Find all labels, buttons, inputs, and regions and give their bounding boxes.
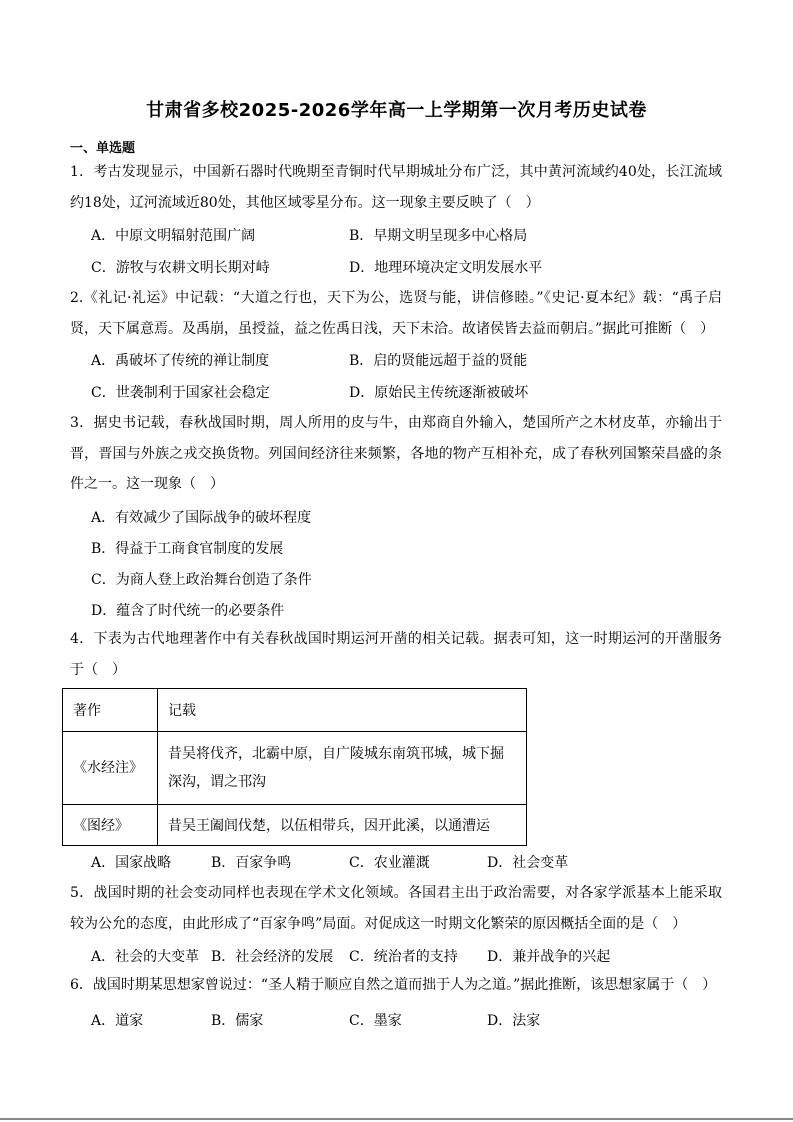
question-4-stem: 4．下表为古代地理著作中有关春秋战国时期运河开凿的相关记载。据表可知，这一时期运河的开凿服务于（ ） (70, 631, 722, 678)
table-row (63, 732, 527, 805)
question-5-stem: 5．战国时期的社会变动同样也表现在学术文化领域。各国君主出于政治需要，对各家学派基本上能采取较为公允的态度，由此形成了“百家争鸣”局面。对促成这一时期文化繁荣的原因概括全面的是（ ） (70, 885, 722, 932)
table-header-cell: 记载 (158, 689, 527, 732)
page-bottom-divider (0, 1118, 793, 1120)
question-2-stem: 2.《礼记·礼运》中记载：“大道之行也，天下为公，选贤与能，讲信修睦。”《史记·夏本纪》载：“禹子启贤，天下属意焉。及禹崩，虽授益，益之佐禹日浅，天下未洽。故诸侯皆去益而朝启。”据此可推断（ ） (70, 290, 722, 337)
question-2-option-b: B．启的贤能远超于益的贤能 (349, 353, 528, 369)
question-4-option-b: B．百家争鸣 (211, 855, 292, 871)
table-cell: 《水经注》 (63, 732, 158, 805)
records-table (62, 688, 527, 846)
question-3-stem: 3．据史书记载，春秋战国时期，周人所用的皮与牛，由郑商自外输入，楚国所产之木材皮革，亦输出于晋，晋国与外族之戎交换货物。列国间经济往来频繁，各地的物产互相补充，成了春秋列国繁荣昌盛的条件之一。这一现象（ ） (70, 415, 722, 492)
question-4-option-c: C．农业灌溉 (349, 855, 430, 871)
table-header-cell: 著作 (63, 689, 158, 732)
question-5-option-c: C．统治者的支持 (349, 949, 458, 965)
page-title: 甘肃省多校2025-2026学年高一上学期第一次月考历史试卷 (146, 100, 647, 121)
table-row (63, 805, 527, 846)
question-4-option-d: D．社会变革 (487, 855, 569, 871)
question-2-option-c: C．世袭制利于国家社会稳定 (91, 385, 270, 401)
question-6-option-d: D．法家 (487, 1013, 541, 1029)
question-3-option-b: B．得益于工商食官制度的发展 (91, 541, 284, 557)
question-1-option-b: B．早期文明呈现多中心格局 (349, 228, 528, 244)
section-heading: 一、单选题 (70, 141, 136, 156)
table-cell: 昔吴王阖闾伐楚，以伍相带兵，因开此溪，以通漕运 (158, 805, 527, 846)
question-1-option-a: A．中原文明辐射范围广阔 (91, 228, 256, 244)
question-6-option-b: B．儒家 (211, 1013, 264, 1029)
question-2-option-a: A．禹破坏了传统的禅让制度 (91, 353, 270, 369)
question-3-option-d: D．蕴含了时代统一的必要条件 (91, 603, 285, 619)
question-5-option-b: B．社会经济的发展 (211, 949, 334, 965)
question-3-option-a: A．有效减少了国际战争的破坏程度 (91, 510, 312, 526)
question-1-option-c: C．游牧与农耕文明长期对峙 (91, 260, 270, 276)
table-cell: 《图经》 (63, 805, 158, 846)
question-2-option-d: D．原始民主传统逐渐被破坏 (349, 385, 529, 401)
question-6-stem: 6．战国时期某思想家曾说过：“圣人精于顺应自然之道而拙于人为之道。”据此推断，该思想家属于（ ） (70, 977, 717, 993)
question-4-option-a: A．国家战略 (91, 855, 172, 871)
question-5-option-d: D．兼并战争的兴起 (487, 949, 611, 965)
question-5-option-a: A．社会的大变革 (91, 949, 200, 965)
question-6-option-c: C．墨家 (349, 1013, 402, 1029)
question-1-option-d: D．地理环境决定文明发展水平 (349, 260, 543, 276)
question-1-stem: 1．考古发现显示，中国新石器时代晚期至青铜时代早期城址分布广泛，其中黄河流域约40处，长江流域约18处，辽河流域近80处，其他区域零星分布。这一现象主要反映了（ ） (70, 164, 722, 211)
question-6-option-a: A．道家 (91, 1013, 144, 1029)
question-3-option-c: C．为商人登上政治舞台创造了条件 (91, 572, 312, 588)
table-cell: 昔吴将伐齐，北霸中原，自广陵城东南筑邗城，城下掘深沟，谓之邗沟 (158, 732, 527, 805)
table-header-row (63, 689, 527, 732)
